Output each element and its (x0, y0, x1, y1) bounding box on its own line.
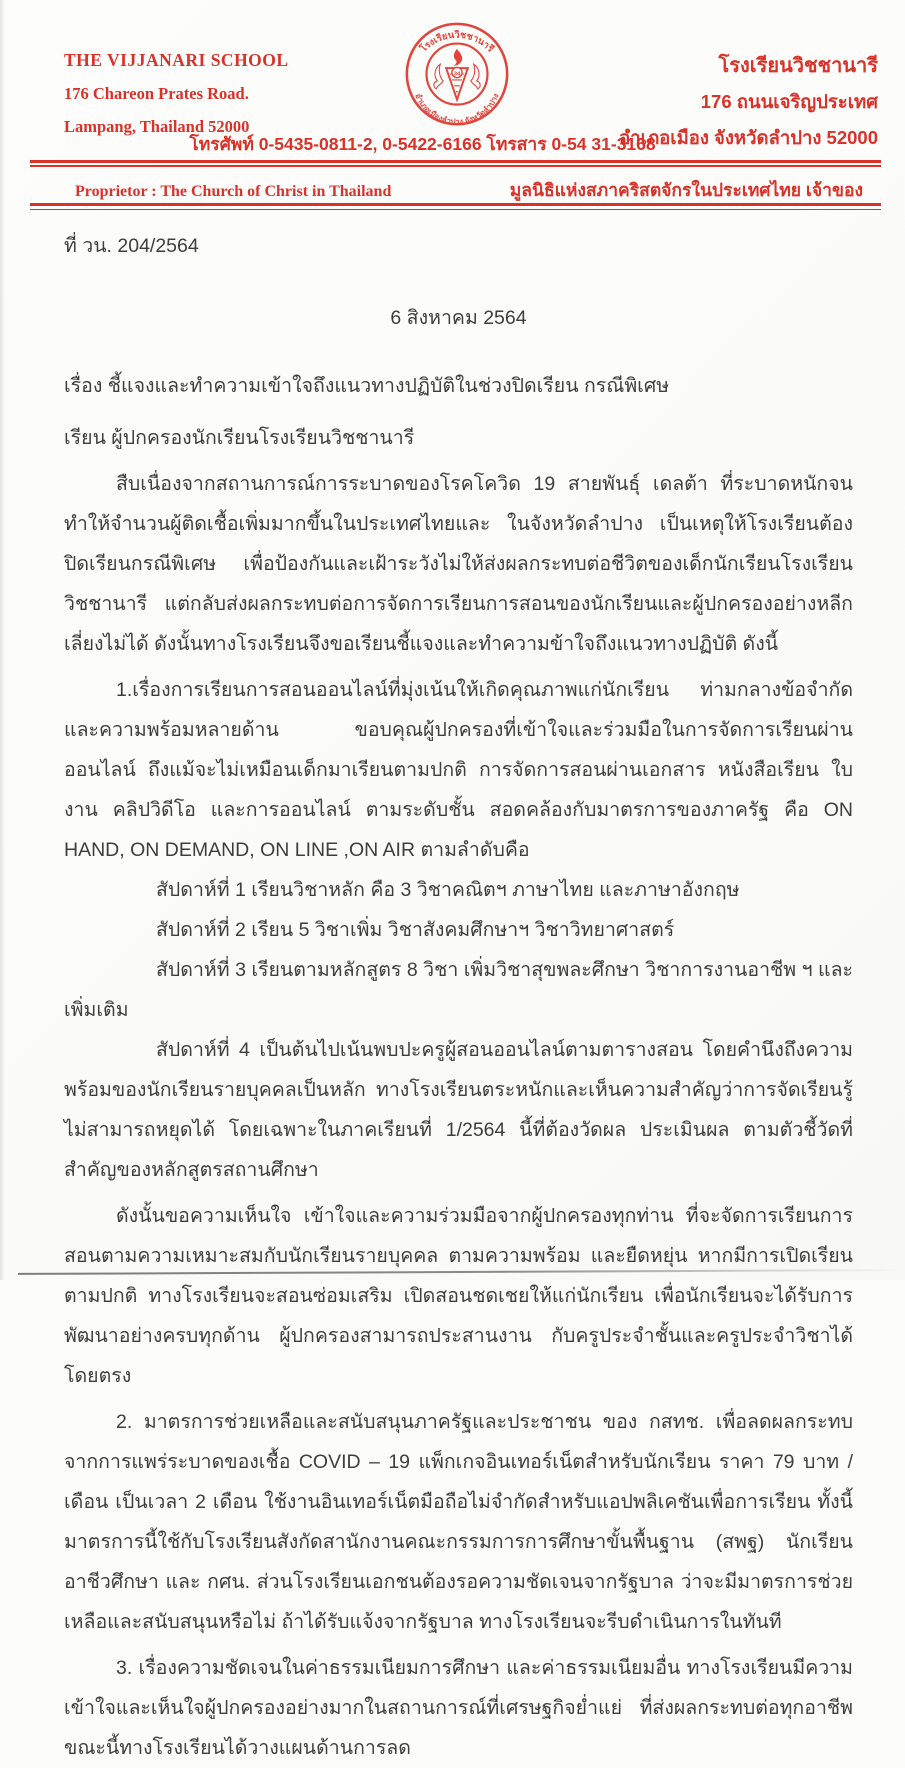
paragraph-item-1: 1.เรื่องการเรียนการสอนออนไลน์ที่มุ่งเน้นให้เกิดคุณภาพแก่นักเรียน ท่ามกลางข้อจำกัด และความพร้อมหลายด้าน ขอบคุณผู้ปกครองที่เข้าใจและร่วมมือในการจัดการเรียนผ่านออนไลน์ ถึงแม้จะไม่เหมือนเด็กมาเรียนตามปกติ การจัดการสอนผ่านเอกสาร หนังสือเรียน ใบงาน คลิปวิดีโอ และการออนไลน์ ตามระดับชั้น สอดคล้องกับมาตรการของภาครัฐ คือ ON HAND, ON DEMAND, ON LINE ,ON AIR ตามลำดับคือ (64, 679, 853, 861)
paragraph-item-2: 2. มาตรการช่วยเหลือและสนับสนุนภาครัฐและประชาชน ของ กสทช. เพื่อลดผลกระทบจากการแพร่ระบาดของเชื้อ COVID – 19 แพ็กเกจอินเทอร์เน็ตสำหรับนักเรียน ราคา 79 บาท / เดือน เป็นเวลา 2 เดือน ใช้งานอินเทอร์เน็ตมือถือไม่จำกัดสำหรับแอปพลิเคชันเพื่อการเรียน ทั้งนี้มาตรการนี้ใช้กับโรงเรียนสังกัดสานักงานคณะกรรมการการศึกษาขั้นพื้นฐาน (สพฐ) นักเรียนอาชีวศึกษา และ กศน. ส่วนโรงเรียนเอกชนต้องรอความชัดเจนจากรัฐบาล ว่าจะมีมาตรการช่วยเหลือและสนับสนุนหรือไม่ ถ้าได้รับแจ้งจากรัฐบาล ทางโรงเรียนจะรีบดำเนินการในทันที (64, 1411, 853, 1633)
seal-top-text: โรงเรียนวิชชานารี (418, 29, 496, 54)
school-name-thai: โรงเรียนวิชชานารี (718, 55, 878, 77)
proprietor-thai: มูลนิธิแห่งสภาคริสตจักรในประเทศไทย เจ้าของ (509, 180, 863, 200)
week-4-paragraph: สัปดาห์ที่ 4 เป็นต้นไปเน้นพบปะครูผู้สอนออนไลน์ตามตารางสอน โดยคำนึงถึงความพร้อมของนักเรียนรายบุคคลเป็นหลัก ทางโรงเรียนตระหนักและเห็นความสำคัญว่าการจัดเรียนรู้ไม่สามารถหยุดได้ โดยเฉพาะในภาคเรียนที่ 1/2564 นี้ที่ต้องวัดผล ประเมินผล ตามตัวชี้วัดที่สำคัญของหลักสูตรสถานศึกษา (64, 1039, 853, 1181)
subject-line: เรื่อง ชี้แจงและทำความเข้าใจถึงแนวทางปฏิบัติในช่วงปิดเรียน กรณีพิเศษ (64, 375, 670, 397)
paragraph-appeal: ดังนั้นขอความเห็นใจ เข้าใจและความร่วมมือจากผู้ปกครองทุกท่าน ที่จะจัดการเรียนการสอนตามความเหมาะสมกับนักเรียนรายบุคคล ตามความพร้อม และยืดหยุ่น หากมีการเปิดเรียนตามปกติ ทางโรงเรียนจะสอนซ่อมเสริม เปิดสอนชดเชยให้แก่นักเรียน เพื่อนักเรียนจะได้รับการพัฒนาอย่างครบทุกด้าน ผู้ปกครองสามารถประสานงาน กับครูประจำชั้นและครูประจำวิชาได้โดยตรง (64, 1205, 853, 1387)
week-3-line: สัปดาห์ที่ 3 เรียนตามหลักสูตร 8 วิชา เพิ่มวิชาสุขพละศึกษา วิชาการงานอาชีพ ฯ และเพิ่มเติม (64, 959, 853, 1021)
week-2-line: สัปดาห์ที่ 2 เรียน 5 วิชาเพิ่ม วิชาสังคมศึกษาฯ วิชาวิทยาศาสตร์ (156, 919, 675, 941)
proprietor-row (75, 176, 863, 204)
header-divider-bottom (30, 203, 881, 210)
paragraph-item-3: 3. เรื่องความชัดเจนในค่าธรรมเนียมการศึกษา และค่าธรรมเนียมอื่น ทางโรงเรียนมีความเข้าใจและเห็นใจผู้ปกครองอย่างมากในสถานการณ์ที่เศรษฐกิจย่ำแย่ ที่ส่งผลกระทบต่อทุกอาชีพ ขณะนี้ทางโรงเรียนได้วางแผนด้านการลด (64, 1657, 853, 1759)
salutation-line: เรียน ผู้ปกครองนักเรียนโรงเรียนวิชชานารี (64, 427, 415, 449)
proprietor-english: Proprietor : The Church of Christ in Thailand (75, 183, 392, 200)
seal-badge-number: 34 (453, 71, 461, 78)
school-seal-logo (398, 16, 516, 136)
school-address-english-line1: 176 Chareon Prates Road. (64, 84, 249, 103)
torch-icon (434, 49, 480, 99)
school-name-english: THE VIJJANARI SCHOOL (64, 50, 289, 70)
header-english-block (64, 44, 289, 143)
scan-edge-left (0, 0, 5, 1280)
paragraph-intro: สืบเนื่องจากสถานการณ์การระบาดของโรคโควิด 19 สายพันธุ์ เดลต้า ที่ระบาดหนักจนทำให้จำนวนผู้ติดเชื้อเพิ่มมากขึ้นในประเทศไทยและ ในจังหวัดลำปาง เป็นเหตุให้โรงเรียนต้องปิดเรียนกรณีพิเศษ เพื่อป้องกันและเฝ้าระวังไม่ให้ส่งผลกระทบต่อชีวิตของเด็กนักเรียนโรงเรียนวิชชานารี แต่กลับส่งผลกระทบต่อการจัดการเรียนการสอนของนักเรียนและผู้ปกครองอย่างหลีกเลี่ยงไม่ได้ ดังนั้นทางโรงเรียนจึงขอเรียนชี้แจงและทำความข้าใจถึงแนวทางปฏิบัติ ดังนี้ (64, 473, 853, 655)
phone-fax-line: โทรศัพท์ 0-5435-0811-2, 0-5422-6166 โทรสาร 0-54 31-3168 (189, 134, 656, 154)
seal-bottom-text: อำเภอเมืองลำปาง จังหวัดลำปาง (413, 91, 501, 127)
week-1-line: สัปดาห์ที่ 1 เรียนวิชาหลัก คือ 3 วิชาคณิตฯ ภาษาไทย และภาษาอังกฤษ (156, 879, 740, 901)
header-divider-top (30, 160, 881, 167)
letter-body (64, 226, 853, 1768)
school-address-thai-line1: 176 ถนนเจริญประเทศ (700, 91, 878, 112)
reference-number: ที่ วน. 204/2564 (64, 235, 199, 257)
school-address-english-line2: Lampang, Thailand 52000 (64, 117, 250, 136)
letter-date: 6 สิงหาคม 2564 (390, 307, 527, 329)
school-address-thai-line2: อำเภอเมือง จังหวัดลำปาง 52000 (619, 127, 878, 148)
